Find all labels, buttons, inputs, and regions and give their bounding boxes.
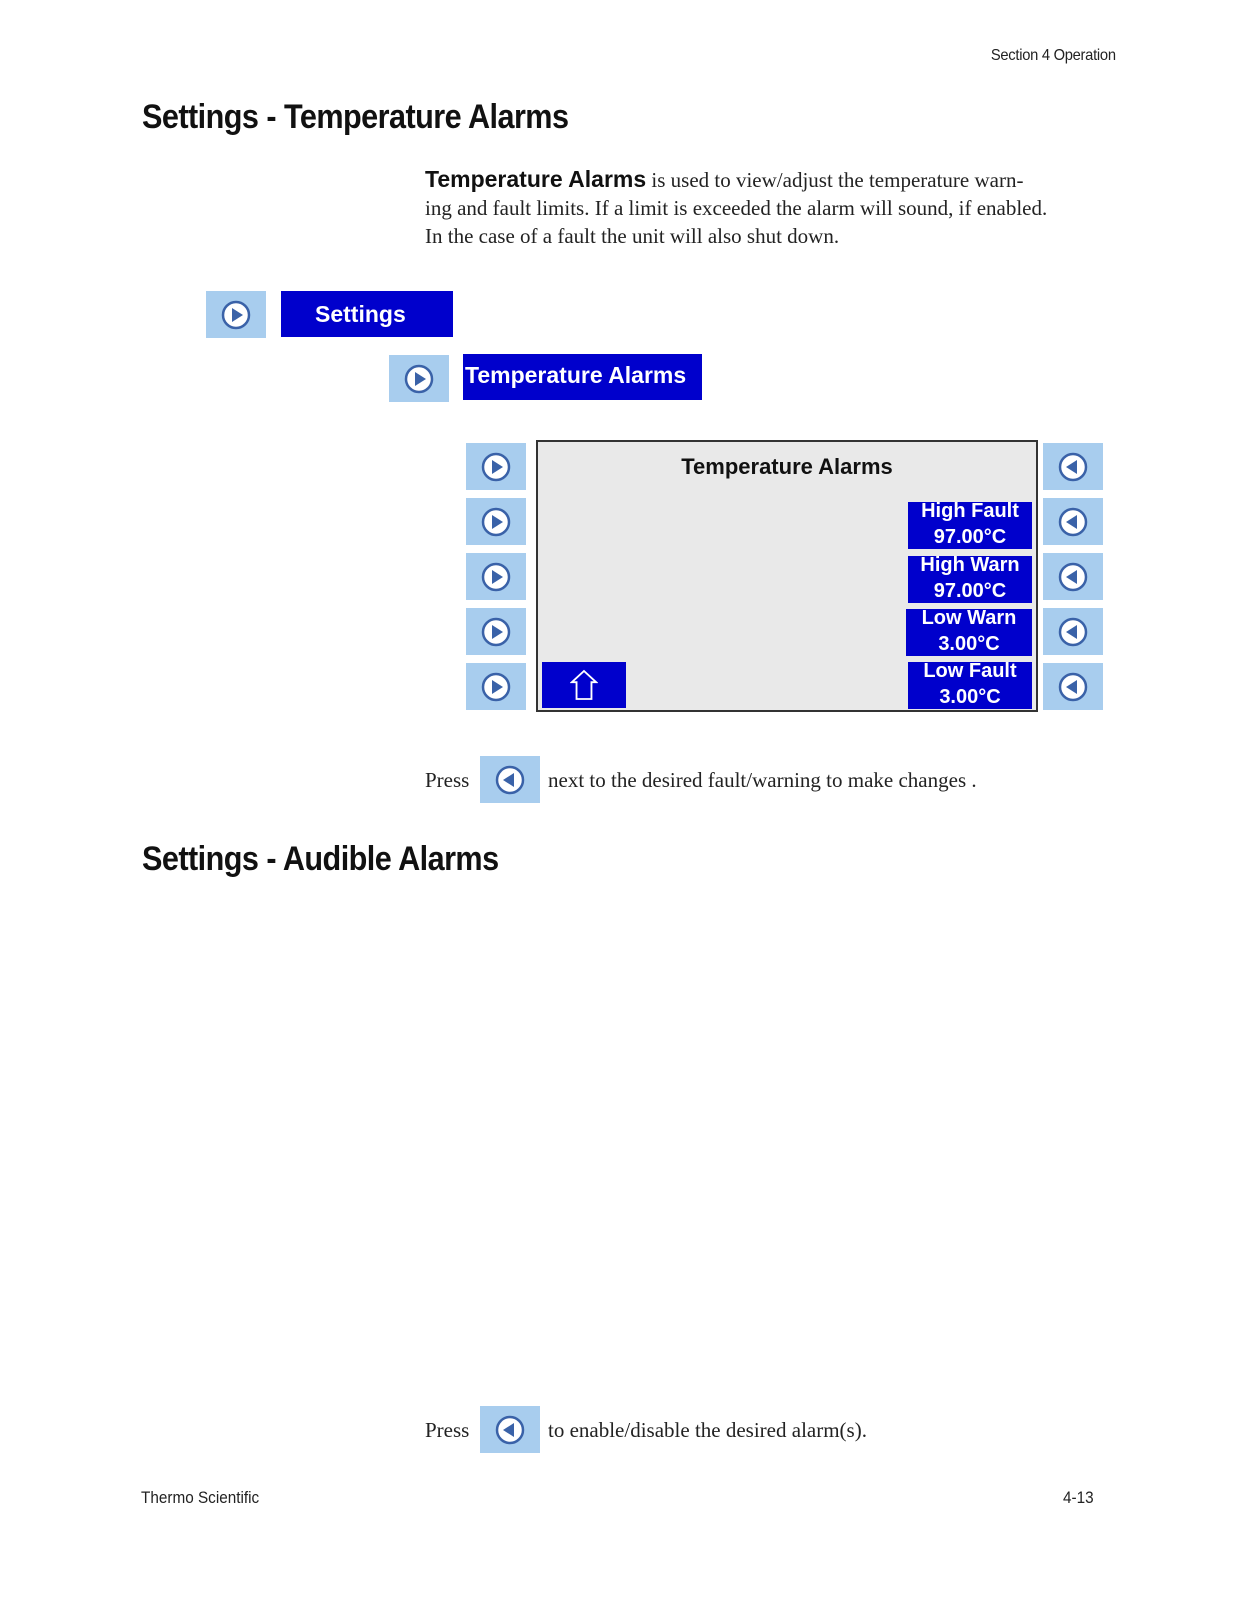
left-key-4[interactable] [466,608,526,655]
intro-paragraph [425,165,1115,250]
home-button[interactable] [542,662,626,708]
alarm-high-fault[interactable] [908,502,1032,549]
play-right-icon [481,617,511,647]
home-icon [570,669,598,701]
temperature-alarms-key[interactable] [389,355,449,402]
inline-left-key-2 [480,1406,540,1453]
play-right-icon [481,672,511,702]
alarm-low-warn[interactable] [906,609,1032,656]
display-screen [536,440,1038,712]
play-right-icon [481,507,511,537]
alarm-label: Low Warn [921,609,1017,629]
play-left-icon [495,765,525,795]
alarm-value: 3.00°C [938,633,1000,655]
left-key-2[interactable] [466,498,526,545]
left-key-3[interactable] [466,553,526,600]
right-key-4[interactable] [1043,608,1103,655]
menu-label-settings[interactable]: Settings [281,291,453,337]
intro-line-1: is used to view/adjust the temperature warn- [646,168,1024,192]
play-left-icon [1058,617,1088,647]
left-key-1[interactable] [466,443,526,490]
alarm-label: High Warn [920,556,1020,576]
play-left-icon [1058,562,1088,592]
alarm-low-fault[interactable] [908,662,1032,709]
footer-brand: Thermo Scientific [141,1488,260,1507]
alarm-value: 97.00°C [933,580,1007,602]
play-right-icon [481,452,511,482]
alarm-value: 97.00°C [933,526,1007,548]
section-header: Section 4 Operation [991,47,1116,64]
screen-title: Temperature Alarms [681,454,893,479]
right-key-5[interactable] [1043,663,1103,710]
alarm-label: Low Fault [923,662,1017,682]
play-right-icon [481,562,511,592]
alarm-value: 3.00°C [939,686,1001,708]
intro-line-3: In the case of a fault the unit will also shut down. [425,224,840,248]
page-title-temperature-alarms: Settings - Temperature Alarms [142,98,569,136]
intro-line-2: ing and fault limits. If a limit is exceeded the alarm will sound, if enabled. [425,196,1048,220]
right-key-1[interactable] [1043,443,1103,490]
left-key-5[interactable] [466,663,526,710]
right-key-2[interactable] [1043,498,1103,545]
play-left-icon [1058,507,1088,537]
footer-page-number: 4-13 [1063,1488,1094,1507]
instruction-rest-1: next to the desired fault/warning to make changes . [548,768,977,792]
play-right-icon [221,300,251,330]
intro-bold-term: Temperature Alarms [425,166,647,192]
alarm-high-warn[interactable] [908,556,1032,603]
play-left-icon [495,1415,525,1445]
inline-left-key-1 [480,756,540,803]
instruction-rest-2: to enable/disable the desired alarm(s). [548,1418,867,1442]
play-left-icon [1058,452,1088,482]
menu-label-temperature-alarms[interactable]: Temperature Alarms [463,354,702,400]
instruction-press-1: Press [425,768,470,792]
alarm-label: High Fault [921,502,1019,522]
settings-key[interactable] [206,291,266,338]
play-right-icon [404,364,434,394]
play-left-icon [1058,672,1088,702]
instruction-press-2: Press [425,1418,470,1442]
section-title-audible-alarms: Settings - Audible Alarms [142,840,499,878]
right-key-3[interactable] [1043,553,1103,600]
